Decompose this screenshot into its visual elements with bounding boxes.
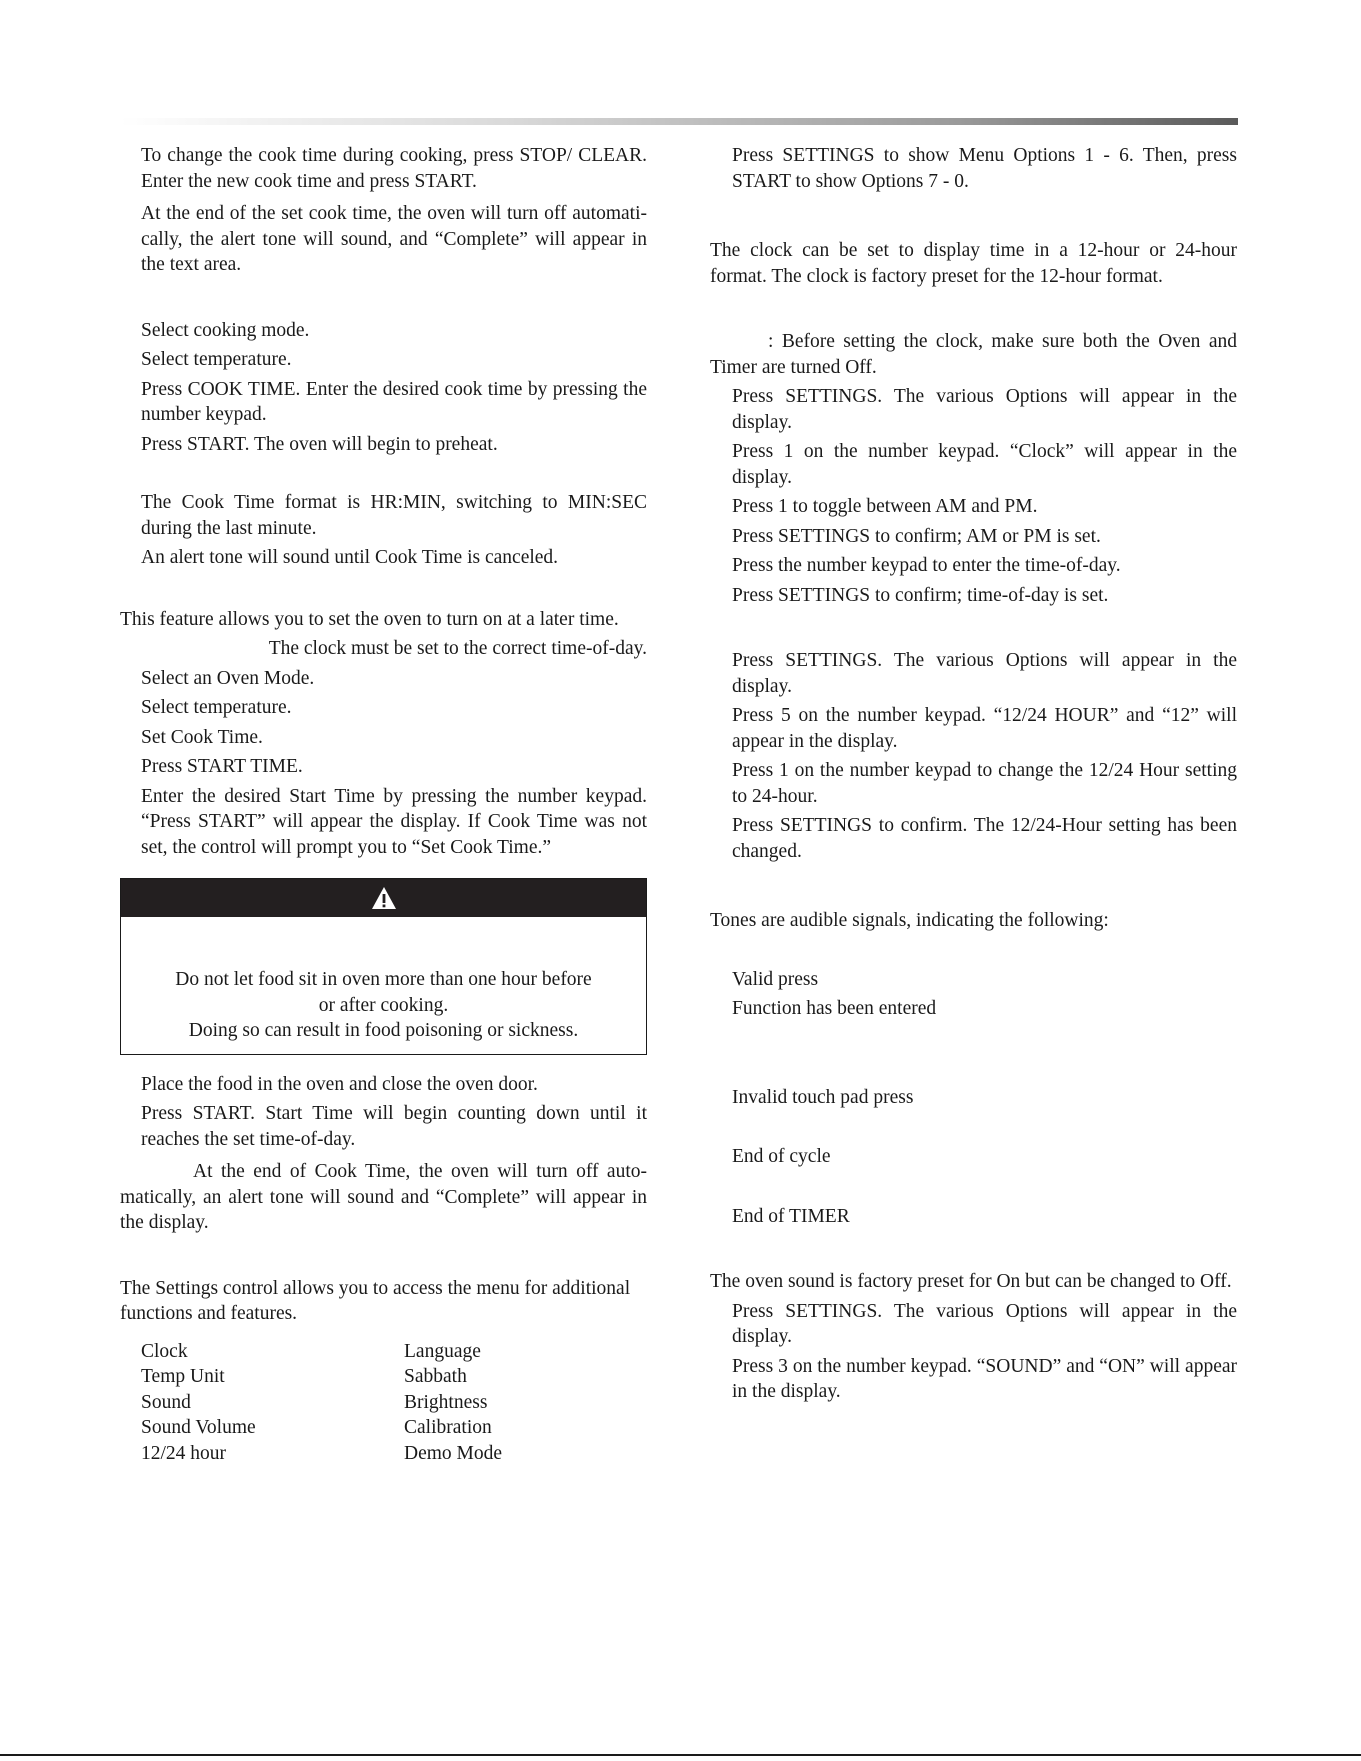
option-language: Language <box>404 1340 481 1362</box>
warning-line-2: or after cooking. <box>318 994 449 1016</box>
tone-invalid-press: Invalid touch pad press <box>732 1086 914 1108</box>
option-temp-unit: Temp Unit <box>141 1366 225 1387</box>
left-column <box>120 143 647 1466</box>
clock-step-5: Press the number keypad to enter the time-of-day. <box>732 555 1121 576</box>
option-brightness: Brightness <box>404 1391 488 1413</box>
delay-step-7: Press START. Start Time will begin counting down until it reaches the set time-of-day. <box>141 1103 647 1150</box>
cook-step-3: Press COOK TIME. Enter the desired cook time by pressing the number keypad. <box>141 378 647 425</box>
delay-step-1: Select an Oven Mode. <box>141 667 315 689</box>
tone-valid-press: Valid press <box>732 968 819 990</box>
clock-intro: The clock can be set to display time in a 12-hour or 24-hour format. The clock is factory preset for the 12-hour format. <box>710 240 1237 287</box>
warning-triangle-icon <box>371 886 397 910</box>
delay-end-note: At the end of Cook Time, the oven will turn off auto- matically, an alert tone will sound and “Complete” will appear in the display. <box>120 1161 647 1233</box>
clock-note: : Before setting the clock, make sure both the Oven and Timer are turned Off. <box>710 331 1237 378</box>
tone-end-of-timer: End of TIMER <box>732 1205 850 1227</box>
warning-line-1: Do not let food sit in oven more than one hour before <box>175 969 592 990</box>
delay-start-intro: This feature allows you to set the oven to turn on at a later time. <box>120 608 619 630</box>
clock-step-4: Press SETTINGS to confirm; AM or PM is set. <box>732 525 1101 547</box>
cook-note-1: The Cook Time format is HR:MIN, switching to MIN:SEC during the last minute. <box>141 492 647 539</box>
end-of-cook-time-text: At the end of the set cook time, the oven will turn off automati- cally, the alert tone will sound, and “Complete” will appear in the text area. <box>141 203 647 275</box>
settings-options-list <box>120 1339 647 1467</box>
delay-step-3: Set Cook Time. <box>141 726 263 748</box>
settings-intro: The Settings control allows you to access the menu for additional functions and features. <box>120 1277 631 1324</box>
hour-step-2: Press 5 on the number keypad. “12/24 HOUR” and “12” will appear in the display. <box>732 705 1237 752</box>
clock-step-2: Press 1 on the number keypad. “Clock” will appear in the display. <box>732 441 1237 488</box>
delay-step-5: Enter the desired Start Time by pressing the number keypad. “Press START” will appear the display. If Cook Time was not set, the control will prompt you to “Set Cook Time.” <box>141 785 647 858</box>
tone-end-of-cycle: End of cycle <box>732 1146 831 1167</box>
clock-step-6: Press SETTINGS to confirm; time-of-day is set. <box>732 584 1109 606</box>
cook-step-4: Press START. The oven will begin to preheat. <box>141 433 498 455</box>
delay-start-note: The clock must be set to the correct time-of-day. <box>268 638 647 659</box>
clock-step-1: Press SETTINGS. The various Options will appear in the display. <box>732 386 1237 433</box>
option-sound-volume: Sound Volume <box>141 1417 256 1438</box>
sound-step-1: Press SETTINGS. The various Options will appear in the display. <box>732 1300 1237 1347</box>
clock-step-3: Press 1 to toggle between AM and PM. <box>732 496 1038 517</box>
footer-rule <box>0 1754 1361 1756</box>
warning-box <box>120 878 647 1055</box>
option-calibration: Calibration <box>404 1417 492 1438</box>
change-cook-time-text: To change the cook time during cooking, press STOP/ CLEAR. Enter the new cook time and press START. <box>141 145 647 192</box>
sound-intro: The oven sound is factory preset for On but can be changed to Off. <box>710 1271 1232 1292</box>
cook-step-1: Select cooking mode. <box>141 319 310 341</box>
hour-step-3: Press 1 on the number keypad to change the 12/24 Hour setting to 24-hour. <box>732 760 1237 807</box>
settings-menu-text: Press SETTINGS to show Menu Options 1 - 6. Then, press START to show Options 7 - 0. <box>732 145 1237 192</box>
header-rule <box>120 118 1238 125</box>
delay-step-4: Press START TIME. <box>141 756 303 777</box>
cook-note-2: An alert tone will sound until Cook Time is canceled. <box>141 547 559 568</box>
warning-line-3: Doing so can result in food poisoning or sickness. <box>188 1020 579 1041</box>
sound-step-2: Press 3 on the number keypad. “SOUND” and “ON” will appear in the display. <box>732 1355 1237 1402</box>
delay-step-2: Select temperature. <box>141 697 292 718</box>
tones-intro: Tones are audible signals, indicating the following: <box>710 910 1109 931</box>
option-clock: Clock <box>141 1340 188 1362</box>
cook-step-2: Select temperature. <box>141 349 292 370</box>
option-12-24-hour: 12/24 hour <box>141 1442 227 1464</box>
option-sound: Sound <box>141 1391 191 1413</box>
option-demo-mode: Demo Mode <box>404 1442 503 1464</box>
hour-step-1: Press SETTINGS. The various Options will appear in the display. <box>732 650 1237 697</box>
hour-step-4: Press SETTINGS to confirm. The 12/24-Hour setting has been changed. <box>732 815 1237 862</box>
delay-step-6: Place the food in the oven and close the oven door. <box>141 1073 538 1095</box>
right-column <box>710 143 1237 1405</box>
warning-body <box>121 917 646 1054</box>
tone-function-entered: Function has been entered <box>732 998 937 1019</box>
option-sabbath: Sabbath <box>404 1366 467 1387</box>
warning-header <box>121 879 646 917</box>
